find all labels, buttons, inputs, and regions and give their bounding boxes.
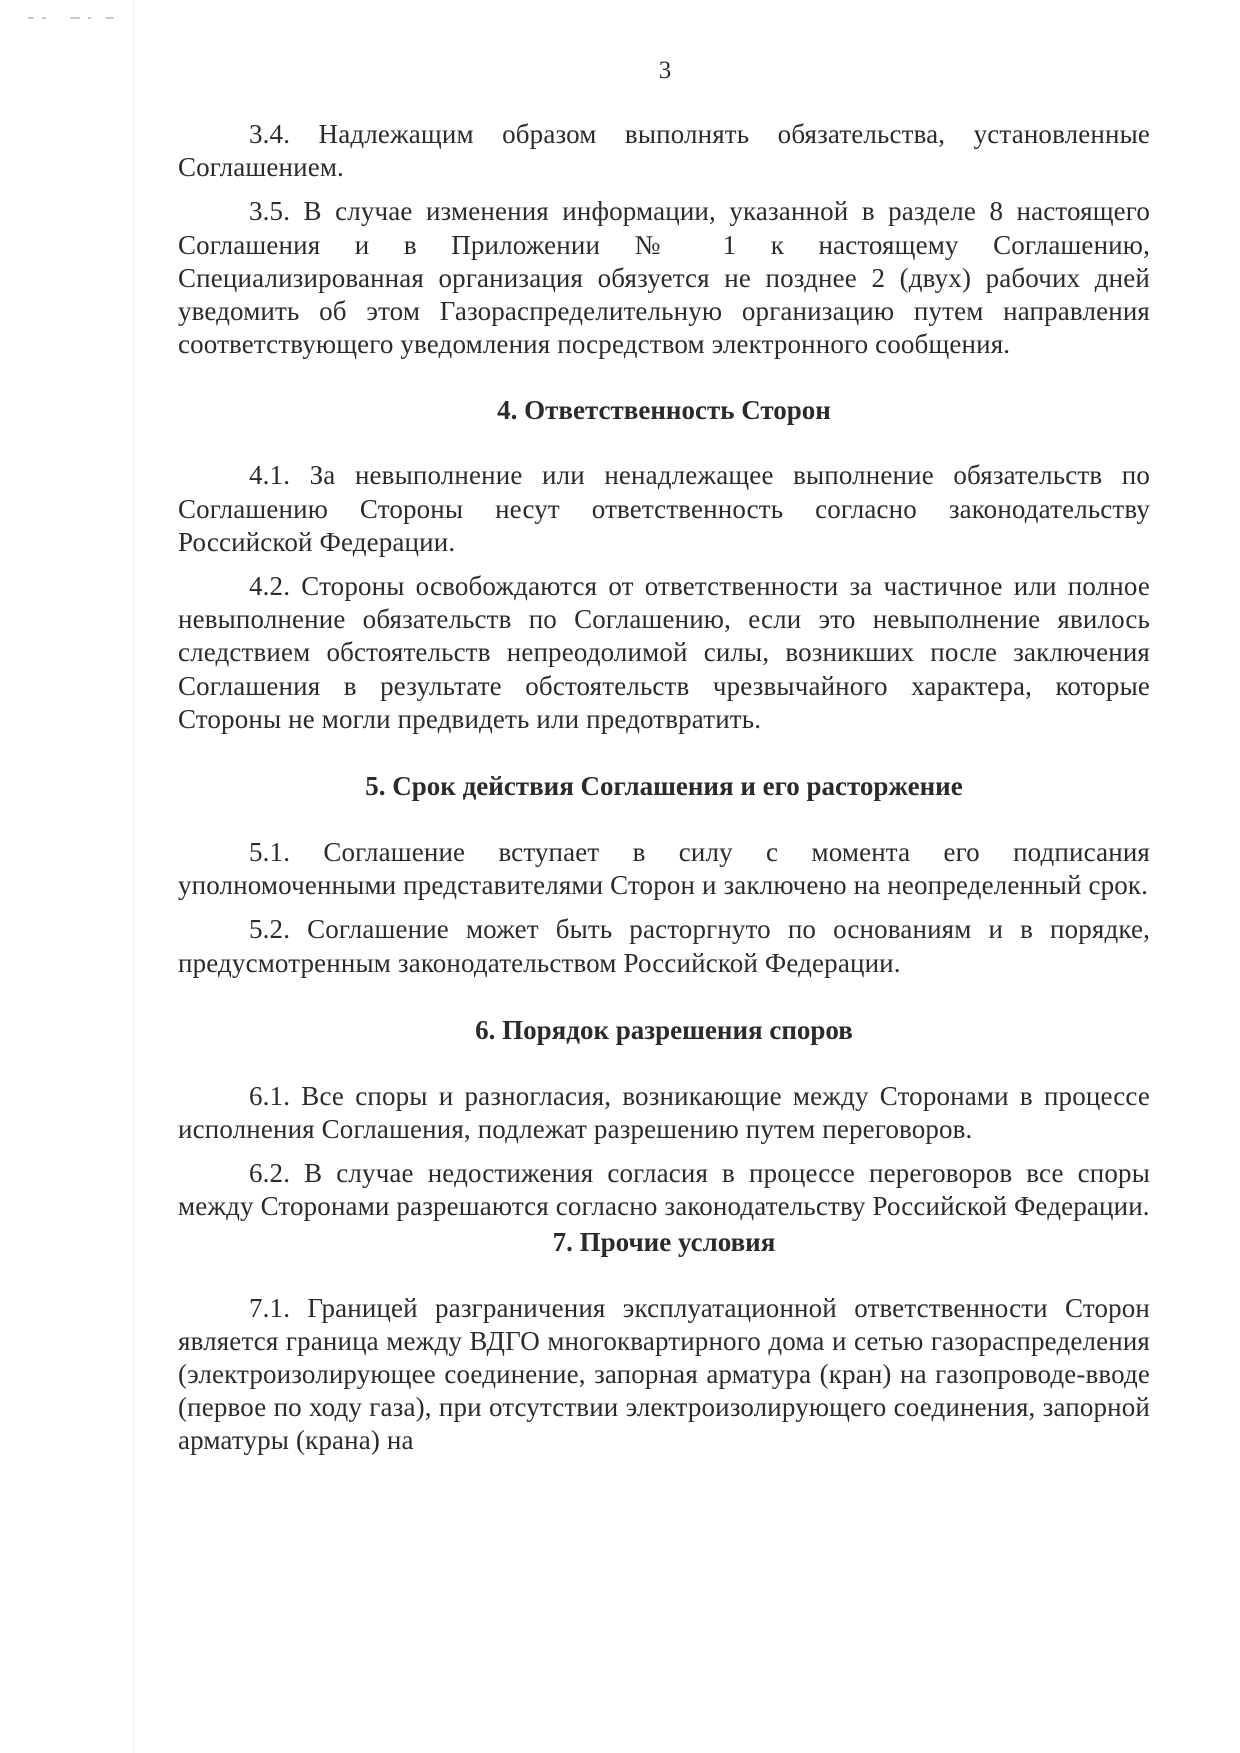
section-heading-6: 6. Порядок разрешения споров — [475, 1014, 853, 1045]
section-heading-5: 5. Срок действия Соглашения и его расторжение — [365, 771, 963, 802]
paragraph-6-2: 6.2. В случае недостижения согласия в процессе переговоров все споры между Сторонами разрешаются согласно законодательству Российской Федерации. — [178, 1158, 1150, 1222]
paragraph-7-1: 7.1. Границей разграничения эксплуатационной ответственности Сторон является граница между ВДГО многоквартирного дома и сетью газораспределения (электроизолирующее соединение, запорная арматура (кран) на газопроводе-вводе (первое по ходу газа), при отсутствии электроизолирующего соединения, запорной арматуры (крана) на — [178, 1292, 1150, 1456]
paragraph-3-4: 3.4. Надлежащим образом выполнять обязательства, установленные Соглашением. — [178, 119, 1150, 183]
paragraph-5-1: 5.1. Соглашение вступает в силу с момента его подписания уполномоченными представителями Сторон и заключено на неопределенный срок. — [178, 837, 1150, 901]
paragraph-4-2: 4.2. Стороны освобождаются от ответственности за частичное или полное невыполнение обязательств по Соглашению, если это невыполнение явилось следствием обстоятельств непреодолимой силы, возникших после заключения Соглашения в результате обстоятельств чрезвычайного характера, которые Стороны не могли предвидеть или предотвратить. — [178, 571, 1150, 734]
paragraph-6-1: 6.1. Все споры и разногласия, возникающие между Сторонами в процессе исполнения Соглашения, подлежат разрешению путем переговоров. — [178, 1080, 1150, 1145]
paragraph-4-1: 4.1. За невыполнение или ненадлежащее выполнение обязательств по Соглашению Стороны несут ответственность согласно законодательству Российской Федерации. — [178, 460, 1150, 557]
page-number: 3 — [658, 57, 672, 84]
paragraph-3-5: 3.5. В случае изменения информации, указанной в разделе 8 настоящего Соглашения и в Приложении № 1 к настоящему Соглашению, Специализированная организация обязуется не позднее 2 (двух) рабочих дней уведомить об этом Газораспределительную организацию путем направления соответствующего уведомления посредством электронного сообщения. — [178, 196, 1150, 360]
document-body — [178, 118, 1150, 1458]
scan-artifact — [28, 14, 118, 24]
paragraph-5-2: 5.2. Соглашение может быть расторгнуто по основаниям и в порядке, предусмотренным законодательством Российской Федерации. — [178, 914, 1150, 978]
section-heading-7: 7. Прочие условия — [552, 1226, 776, 1257]
scan-edge-line — [133, 0, 134, 1753]
section-heading-4: 4. Ответственность Сторон — [497, 395, 831, 426]
